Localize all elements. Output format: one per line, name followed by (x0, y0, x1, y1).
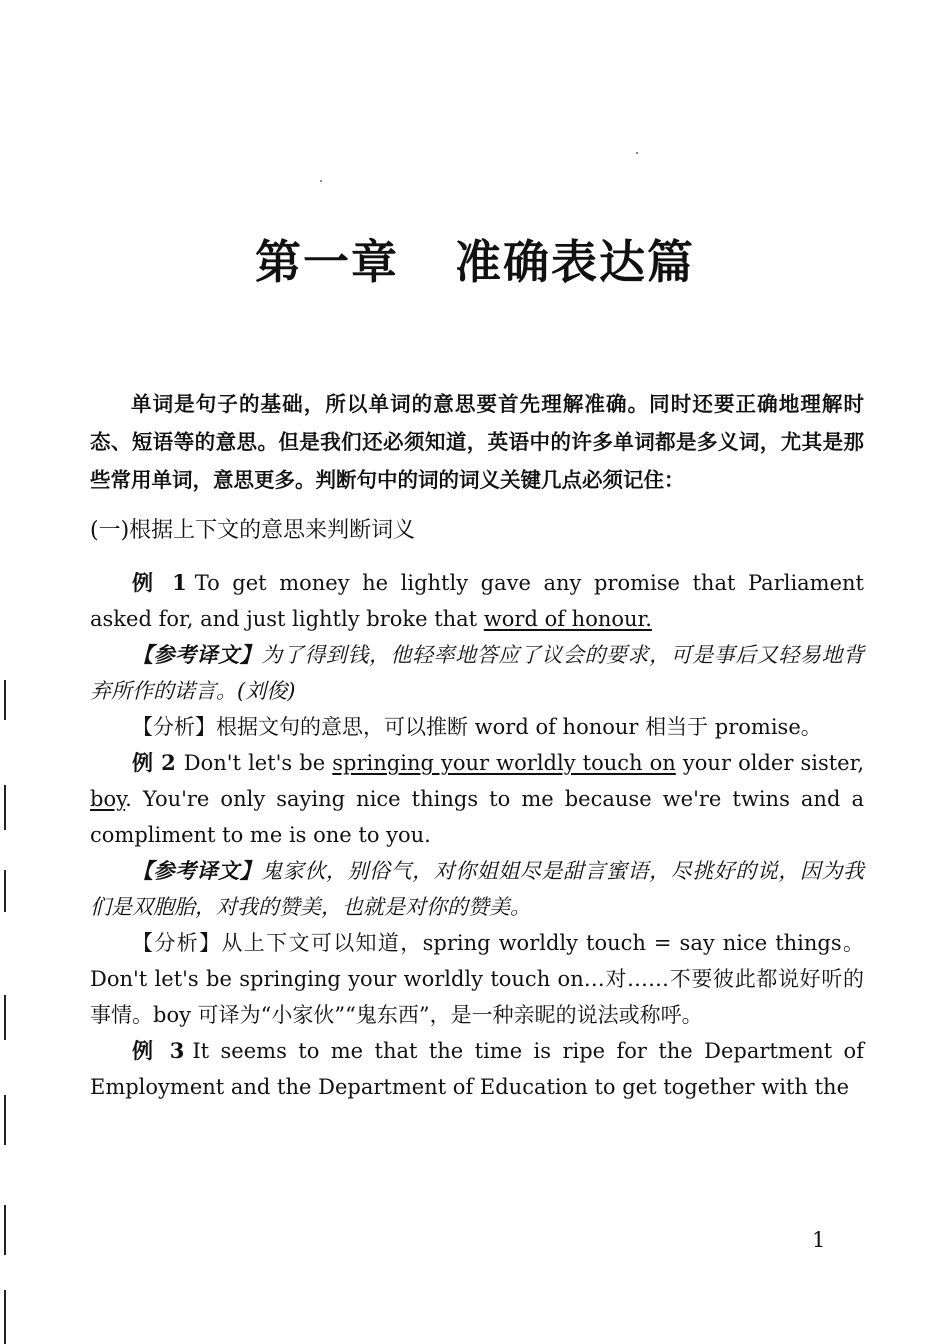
reference-label: 【参考译文】 (132, 642, 262, 667)
example-label: 例 2 (132, 750, 176, 775)
scan-speck (320, 180, 322, 182)
margin-mark (4, 995, 6, 1040)
margin-mark (4, 785, 6, 830)
margin-mark (4, 870, 6, 912)
analysis-label: 【分析】 (132, 931, 222, 955)
margin-mark (4, 1205, 6, 1255)
example-label: 例 3 (132, 1038, 185, 1063)
underlined-phrase: word of honour. (483, 607, 652, 631)
analysis (90, 925, 864, 1033)
example-label: 例 1 (132, 570, 187, 595)
margin-mark (4, 680, 6, 720)
analysis-text: 从上下文可以知道，spring worldly touch = say nice things。Don't let's be springing your worldly touch on…对……不要彼此都说好听的事情。boy 可译为“小家伙”“鬼东西”，是一种亲昵的说法或称呼。 (90, 931, 864, 1027)
example-text: your older sister, (675, 751, 864, 775)
example-text: . You're only saying nice things to me because we're twins and a compliment to me is one to you. (90, 787, 864, 847)
example-text: To get money he lightly gave any promise that Parliament asked for, and just lightly broke that (90, 571, 864, 631)
example-text: Don't let's be (183, 751, 333, 775)
margin-mark (4, 1290, 6, 1344)
example-text: It seems to me that the time is ripe for the Department of Employment and the Department of Education to get together with the (90, 1039, 864, 1099)
margin-mark (4, 1095, 6, 1145)
analysis-label: 【分析】 (132, 715, 216, 739)
chapter-name: 准确表达篇 (455, 235, 695, 289)
reference-translation (90, 637, 864, 709)
reference-text: 为了得到钱，他轻率地答应了议会的要求，可是事后又轻易地背弃所作的诺言。(刘俊) (90, 643, 865, 703)
example-3 (90, 1033, 864, 1105)
reference-label: 【参考译文】 (132, 858, 262, 883)
chapter-number: 第一章 (255, 235, 399, 289)
example-1 (90, 565, 864, 637)
body-text (90, 385, 864, 1105)
analysis (90, 709, 864, 745)
reference-translation (90, 853, 864, 925)
reference-text: 鬼家伙，别俗气，对你姐姐尽是甜言蜜语，尽挑好的说，因为我们是双胞胎，对我的赞美，也就是对你的赞美。 (90, 859, 865, 919)
intro-paragraph: 单词是句子的基础，所以单词的意思要首先理解准确。同时还要正确地理解时态、短语等的意思。但是我们还必须知道，英语中的许多单词都是多义词，尤其是那些常用单词，意思更多。判断句中的词的词义关键几点必须记住： (90, 392, 864, 492)
scan-speck (636, 152, 638, 154)
underlined-phrase: springing your worldly touch on (332, 751, 676, 775)
section-heading: (一)根据上下文的意思来判断词义 (90, 518, 416, 543)
analysis-text: 根据文句的意思，可以推断 word of honour 相当于 promise。 (216, 715, 822, 739)
underlined-word: boy (90, 787, 126, 811)
example-2 (90, 745, 864, 853)
page-number: 1 (812, 1228, 826, 1252)
chapter-title (0, 226, 950, 292)
